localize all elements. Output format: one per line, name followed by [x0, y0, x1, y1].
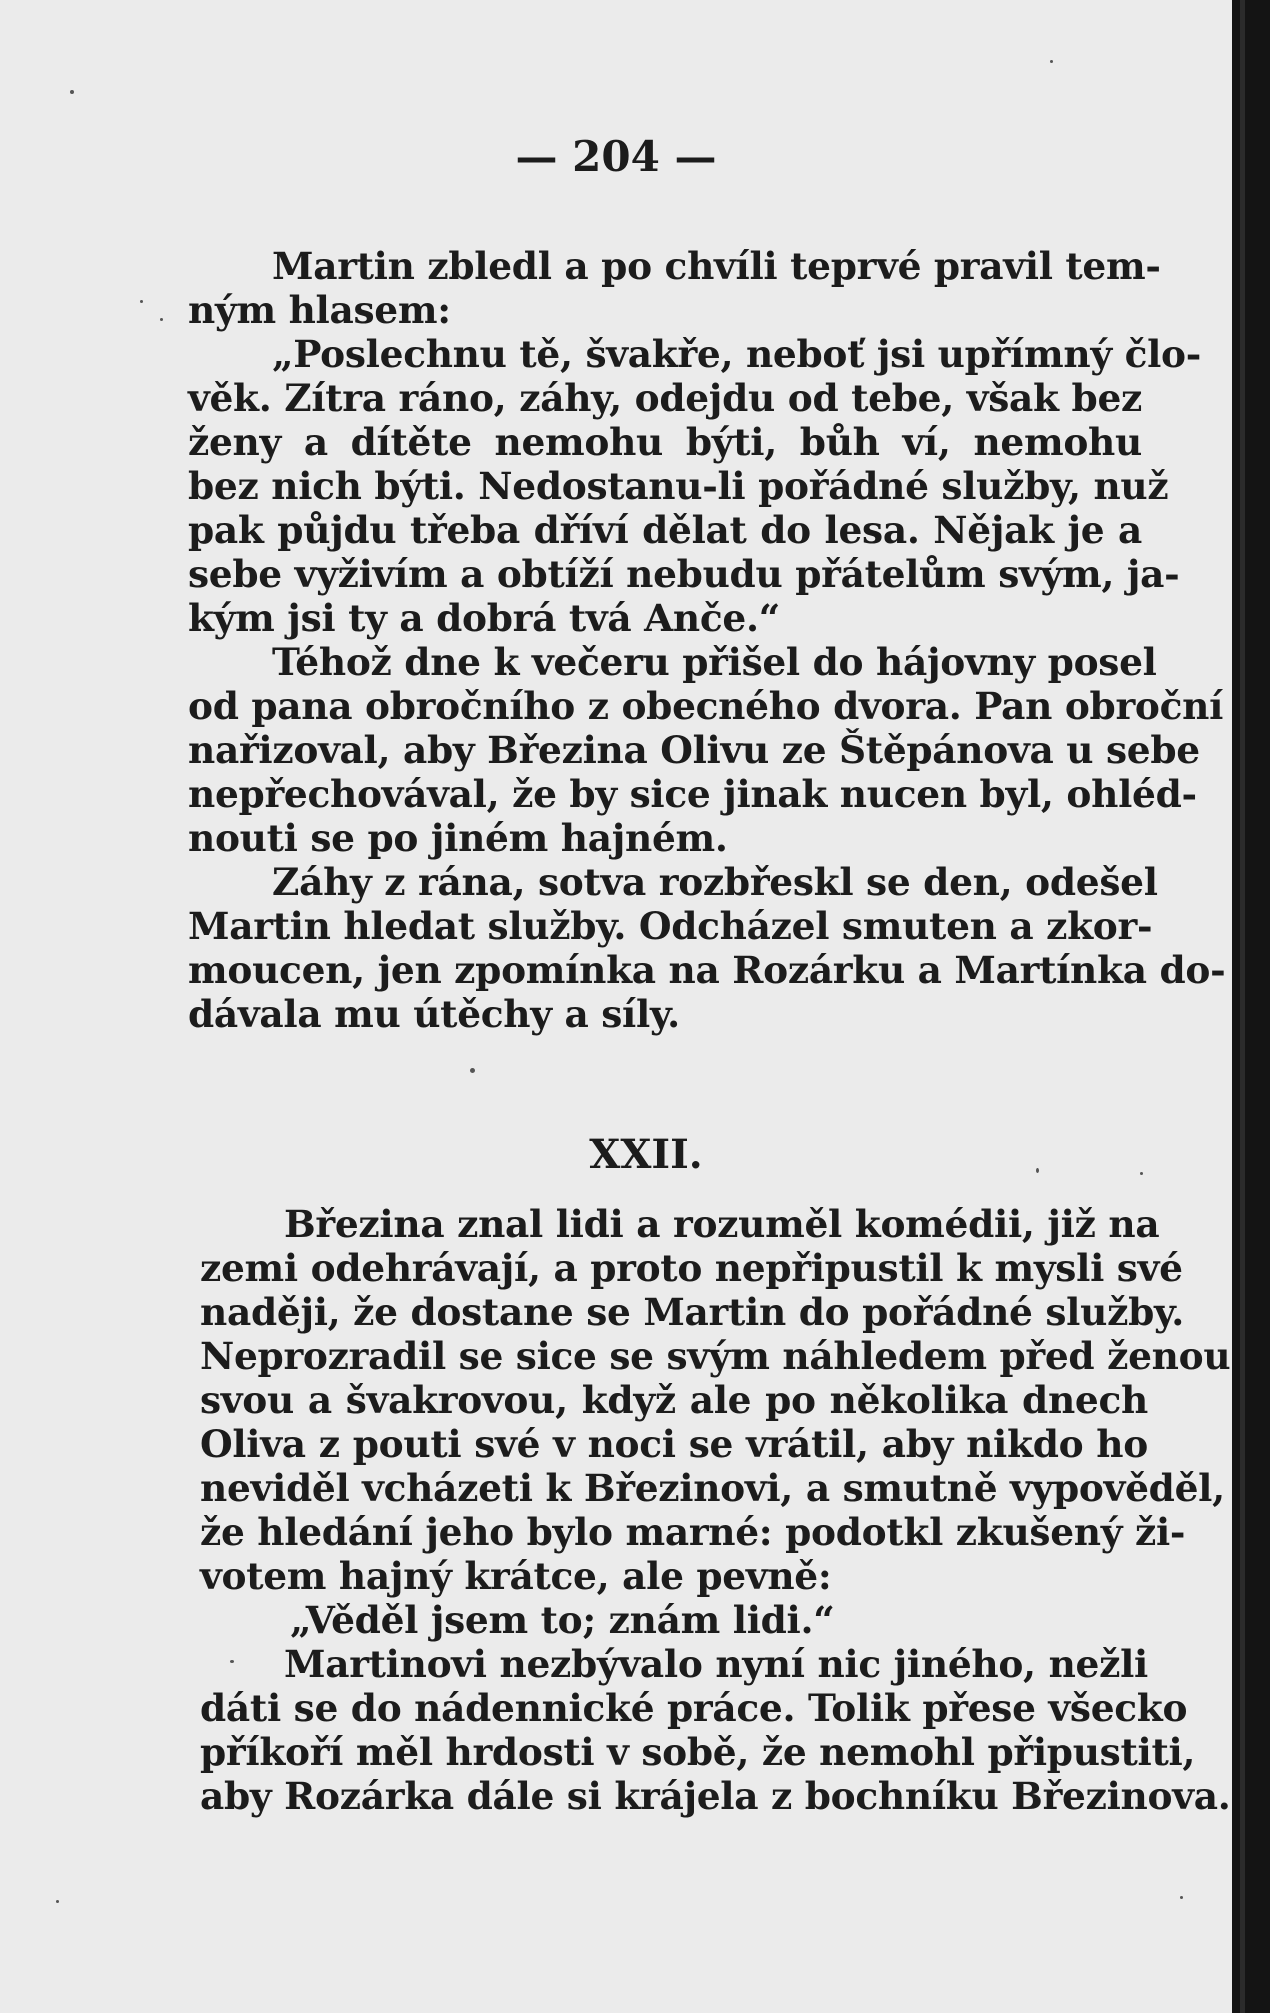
chapter-heading: XXII.	[589, 1131, 703, 1178]
scan-speck	[70, 90, 74, 94]
text-line: sebe vyživím a obtíží nebudu přátelům svým, ja-	[188, 552, 1180, 596]
text-line: Martin zbledl a po chvíli teprvé pravil tem-	[272, 244, 1161, 288]
text-line: ným hlasem:	[188, 288, 451, 332]
text-line: dávala mu útěchy a síly.	[188, 992, 680, 1036]
scan-speck	[140, 300, 143, 303]
text-line: Martinovi nezbývalo nyní nic jiného, nežli	[284, 1642, 1148, 1686]
text-line: pak půjdu třeba dříví dělat do lesa. Nějak je a	[188, 508, 1142, 552]
text-line: Martin hledat služby. Odcházel smuten a zkor-	[188, 904, 1153, 948]
scan-border	[1232, 0, 1270, 2013]
scan-speck	[1180, 1896, 1183, 1899]
text-line: od pana obročního z obecného dvora. Pan obroční	[188, 684, 1224, 728]
text-line: Záhy z rána, sotva rozbřeskl se den, odešel	[272, 860, 1158, 904]
scan-speck	[470, 1068, 475, 1073]
scan-speck	[1050, 60, 1053, 63]
text-line: Březina znal lidi a rozuměl komédii, již na	[284, 1202, 1160, 1246]
text-line: kým jsi ty a dobrá tvá Anče.“	[188, 596, 781, 640]
text-line: nouti se po jiném hajném.	[188, 816, 728, 860]
text-line: bez nich býti. Nedostanu-li pořádné služby, nuž	[188, 464, 1169, 508]
scan-border-line	[1240, 0, 1245, 2013]
text-line: Oliva z pouti své v noci se vrátil, aby nikdo ho	[200, 1422, 1148, 1466]
scan-speck	[1140, 1172, 1143, 1175]
text-line: Téhož dne k večeru přišel do hájovny posel	[272, 640, 1157, 684]
text-block-2	[200, 1202, 1231, 1818]
text-line: příkoří měl hrdosti v sobě, že nemohl připustiti,	[200, 1730, 1196, 1774]
text-line: naději, že dostane se Martin do pořádné služby.	[200, 1290, 1184, 1334]
text-line: neviděl vcházeti k Březinovi, a smutně vypověděl,	[200, 1466, 1225, 1510]
text-line: nepřechovával, že by sice jinak nucen byl, ohléd-	[188, 772, 1197, 816]
text-line: „Věděl jsem to; znám lidi.“	[290, 1598, 835, 1642]
page-number: — 204 —	[515, 132, 717, 181]
text-line: zemi odehrávají, a proto nepřipustil k mysli své	[200, 1246, 1183, 1290]
scan-speck	[160, 318, 163, 321]
scan-speck	[56, 1900, 59, 1903]
text-line: věk. Zítra ráno, záhy, odejdu od tebe, však bez	[188, 376, 1142, 420]
text-line: svou a švakrovou, když ale po několika dnech	[200, 1378, 1148, 1422]
text-line: Neprozradil se sice se svým náhledem před ženou	[200, 1334, 1231, 1378]
text-line: „Poslechnu tě, švakře, neboť jsi upřímný člo-	[272, 332, 1202, 376]
text-line: nařizoval, aby Březina Olivu ze Štěpánova u sebe	[188, 728, 1200, 772]
text-line: aby Rozárka dále si krájela z bochníku Březinova.	[200, 1774, 1231, 1818]
text-line: dáti se do nádennické práce. Tolik přese všecko	[200, 1686, 1188, 1730]
scan-speck	[230, 1660, 234, 1663]
text-block-1	[188, 244, 1226, 1036]
text-line: votem hajný krátce, ale pevně:	[200, 1554, 832, 1598]
text-line: že hledání jeho bylo marné: podotkl zkušený ži-	[200, 1510, 1186, 1554]
scan-speck	[1036, 1168, 1039, 1173]
text-line: ženy a dítěte nemohu býti, bůh ví, nemohu	[188, 420, 1142, 464]
text-line: moucen, jen zpomínka na Rozárku a Martínka do-	[188, 948, 1226, 992]
